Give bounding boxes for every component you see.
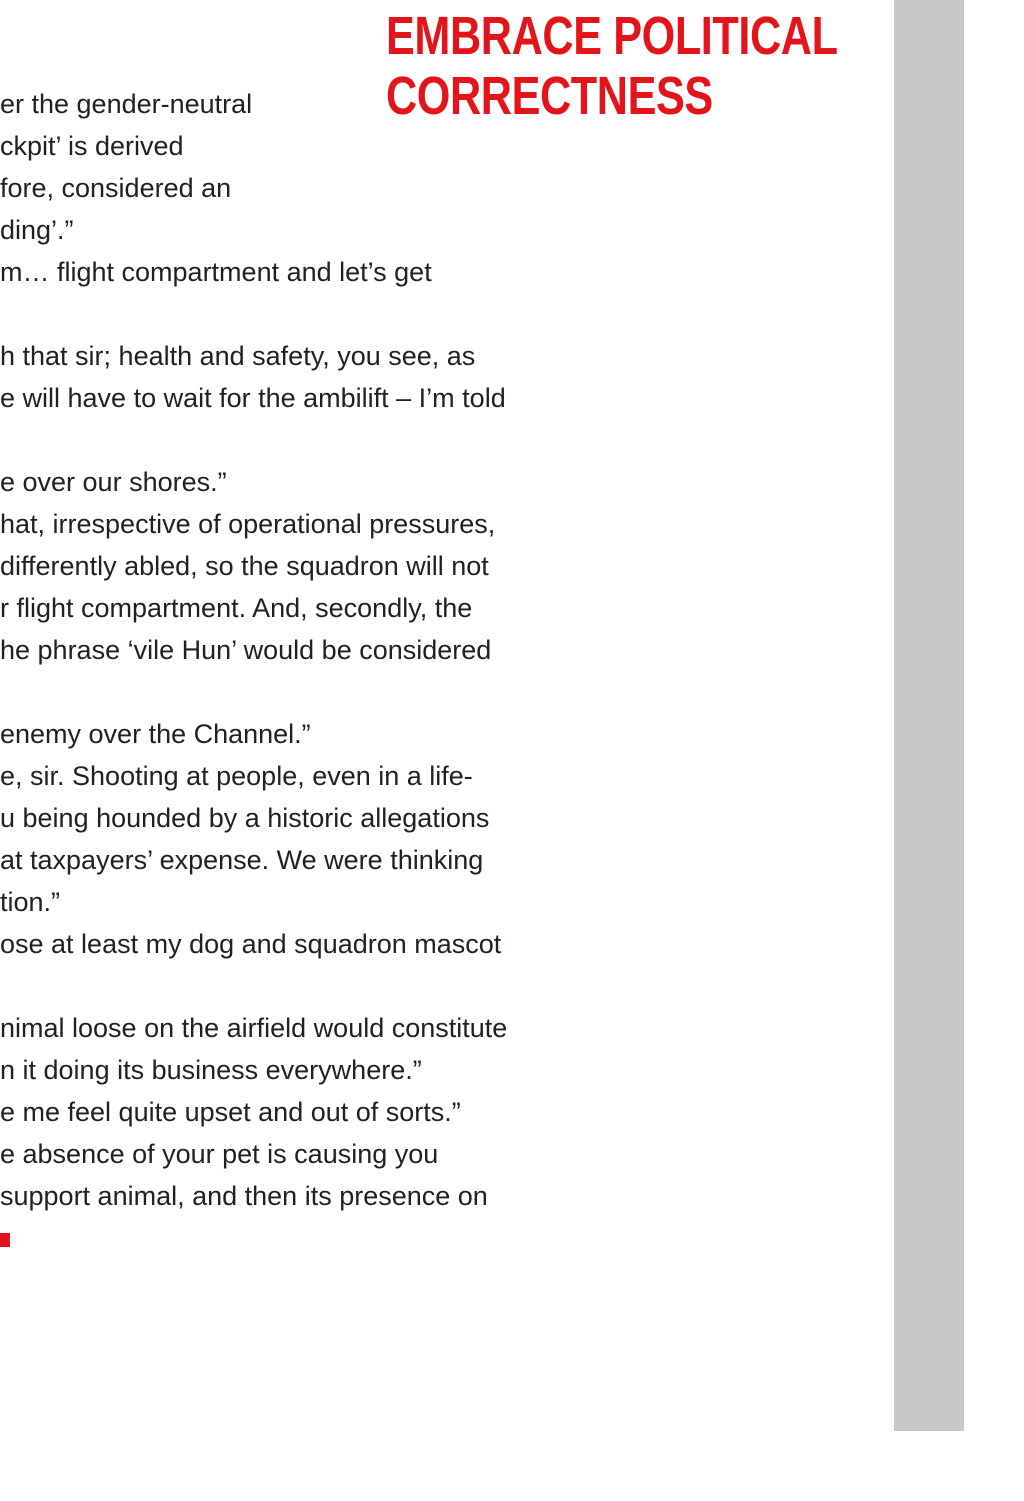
body-line: n it doing its business everywhere.” <box>0 1055 422 1085</box>
body-line: at taxpayers’ expense. We were thinking <box>0 845 484 875</box>
body-line: e, sir. Shooting at people, even in a life- <box>0 761 473 791</box>
body-line: ose at least my dog and squadron mascot <box>0 929 502 959</box>
body-line: nimal loose on the airfield would constitute <box>0 1013 508 1043</box>
body-line: er the gender-neutral <box>0 89 253 119</box>
body-line: he phrase ‘vile Hun’ would be considered <box>0 635 492 665</box>
end-of-article-marker <box>0 1233 10 1247</box>
body-line: tion.” <box>0 887 61 917</box>
body-line: e over our shores.” <box>0 467 227 497</box>
body-line: fore, considered an <box>0 173 232 203</box>
body-line: u being hounded by a historic allegations <box>0 803 490 833</box>
body-line: hat, irrespective of operational pressures, <box>0 509 496 539</box>
body-line: support animal, and then its presence on <box>0 1181 488 1211</box>
body-line: e will have to wait for the ambilift – I’m told <box>0 383 506 413</box>
heading-line-1: EMBRACE POLITICAL <box>386 6 838 66</box>
body-line: m… flight compartment and let’s get <box>0 257 432 287</box>
body-line: r flight compartment. And, secondly, the <box>0 593 473 623</box>
page-edge-bar <box>894 0 964 1431</box>
heading-line-2: CORRECTNESS <box>386 66 713 126</box>
body-line: ckpit’ is derived <box>0 131 184 161</box>
body-line: e me feel quite upset and out of sorts.” <box>0 1097 461 1127</box>
body-line: differently abled, so the squadron will not <box>0 551 489 581</box>
body-line: ding’.” <box>0 215 74 245</box>
body-line: h that sir; health and safety, you see, as <box>0 341 476 371</box>
body-line: e absence of your pet is causing you <box>0 1139 439 1169</box>
body-line: enemy over the Channel.” <box>0 719 311 749</box>
